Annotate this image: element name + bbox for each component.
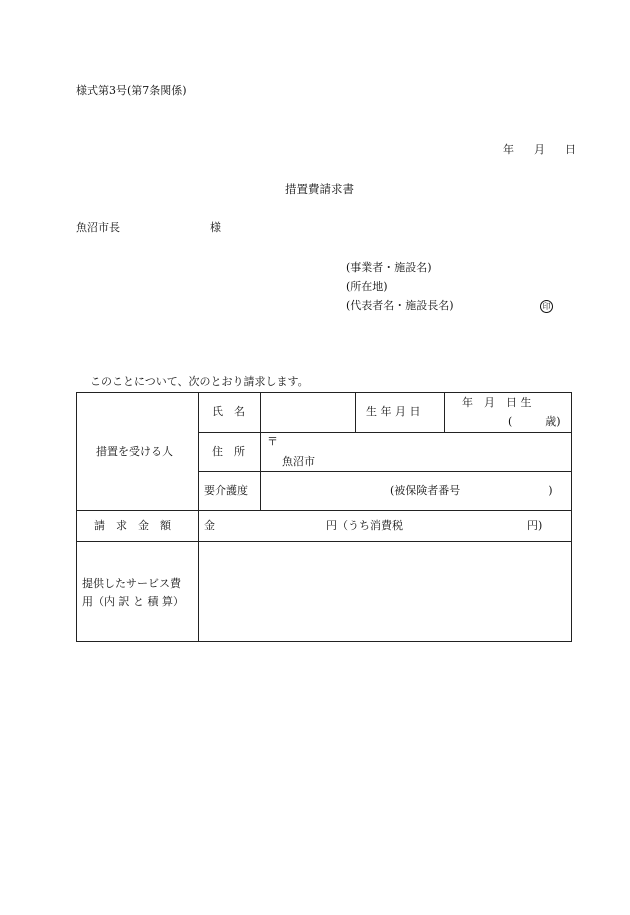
address-label: 住 所 [212, 445, 245, 458]
seal-mark: 印 [540, 300, 553, 313]
table-line [355, 392, 356, 432]
table-border-left [76, 392, 77, 642]
business-name-label: (事業者・施設名) [346, 261, 432, 274]
services-label-line1: 提供したサービス費 [82, 577, 181, 590]
date-day: 日 [565, 143, 576, 156]
birthdate-value: 年 月 日 生 [462, 396, 532, 409]
recipient-label: 措置を受ける人 [96, 445, 173, 458]
table-line [198, 432, 572, 433]
date-month: 月 [534, 143, 545, 156]
care-level-label: 要介護度 [204, 484, 248, 497]
name-label: 氏 名 [212, 405, 245, 418]
city-name: 魚沼市 [282, 455, 315, 468]
form-number: 様式第3号(第7条関係) [76, 84, 187, 97]
amount-yen-close: 円) [527, 519, 543, 532]
name-field[interactable] [261, 394, 355, 431]
table-line [198, 392, 199, 642]
insured-number-label: (被保険者番号 ) [390, 484, 553, 497]
amount-yen-tax: 円（うち消費税 [326, 519, 403, 532]
table-line [76, 541, 572, 542]
document-title: 措置費請求書 [285, 182, 354, 196]
table-border-right [571, 392, 572, 642]
table-border-bottom [76, 641, 572, 642]
table-line [198, 471, 572, 472]
services-label-line2: 用（内 訳 と 積 算） [82, 595, 184, 608]
postal-mark: 〒 [267, 435, 278, 448]
table-line [444, 392, 445, 432]
age-value: ( 歳) [508, 415, 561, 428]
claim-table [76, 392, 572, 642]
amount-label: 請 求 金 額 [94, 519, 171, 532]
table-border-top [76, 392, 572, 393]
representative-label: (代表者名・施設長名) [346, 299, 454, 312]
services-detail-field[interactable] [200, 543, 570, 639]
addressee: 魚沼市長 [76, 221, 120, 234]
table-line [76, 510, 572, 511]
honorific: 様 [210, 221, 221, 234]
location-label: (所在地) [346, 280, 388, 293]
intro-text: このことについて、次のとおり請求します。 [90, 375, 309, 388]
amount-prefix: 金 [204, 519, 215, 532]
birthdate-label: 生 年 月 日 [366, 405, 421, 418]
date-year: 年 [503, 143, 514, 156]
date-line [503, 144, 576, 155]
